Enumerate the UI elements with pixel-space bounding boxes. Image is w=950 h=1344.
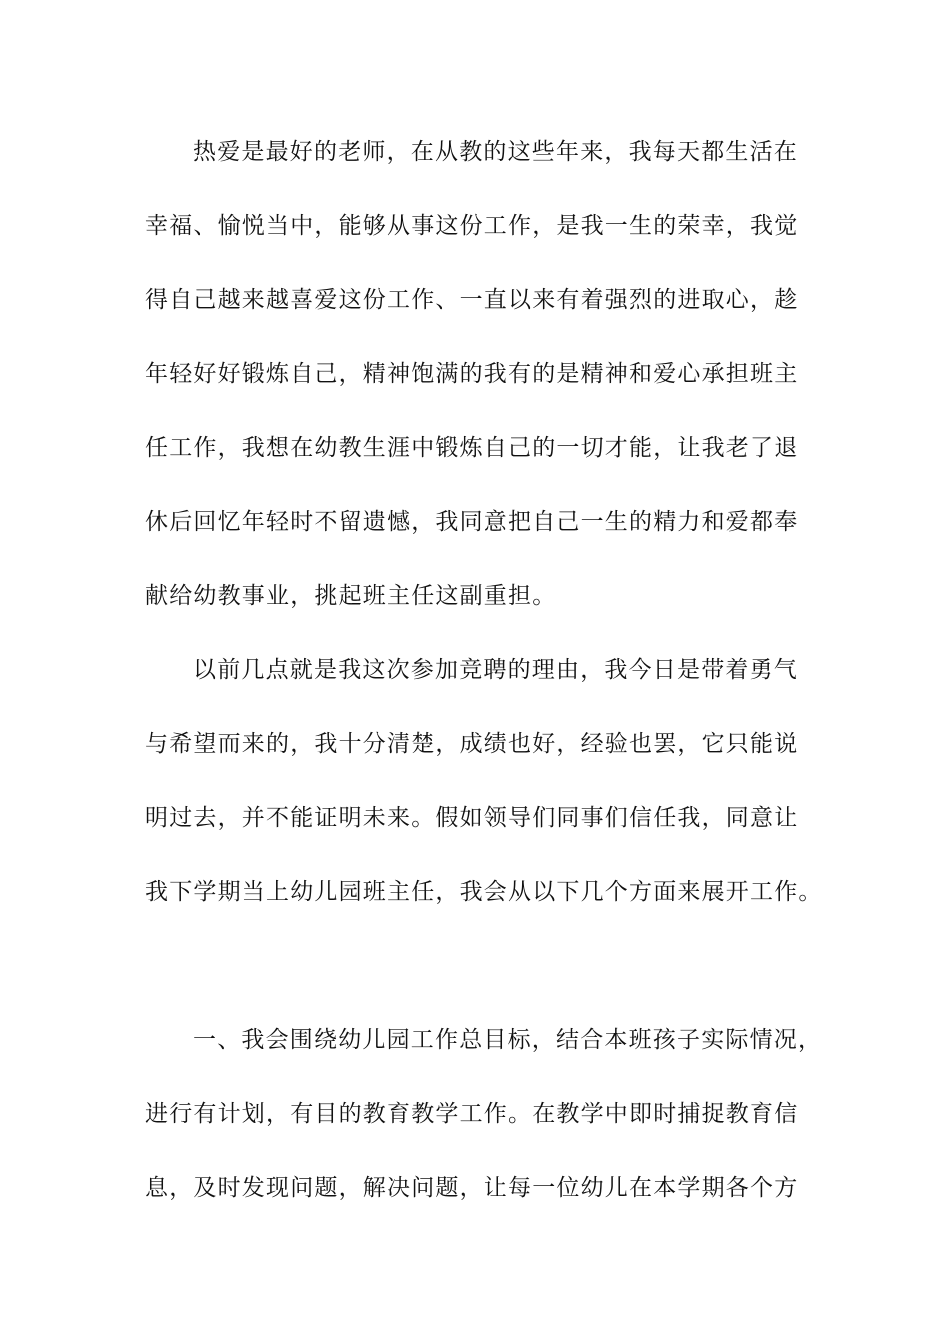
paragraph-3-line-1: 一、我会围绕幼儿园工作总目标，结合本班孩子实际情况， xyxy=(193,1027,823,1053)
paragraph-1-line-3: 得自己越来越喜爱这份工作、一直以来有着强烈的进取心，趁 xyxy=(145,287,799,313)
paragraph-1-line-7: 献给幼教事业，挑起班主任这副重担。 xyxy=(145,583,557,609)
paragraph-1-line-2: 幸福、愉悦当中，能够从事这份工作，是我一生的荣幸，我觉 xyxy=(145,213,799,239)
paragraph-1-line-5: 任工作，我想在幼教生涯中锻炼自己的一切才能，让我老了退 xyxy=(145,435,799,461)
paragraph-1-line-6: 休后回忆年轻时不留遗憾，我同意把自己一生的精力和爱都奉 xyxy=(145,509,799,535)
paragraph-2-line-1: 以前几点就是我这次参加竞聘的理由，我今日是带着勇气 xyxy=(193,657,798,683)
paragraph-3-line-3: 息，及时发现问题，解决问题，让每一位幼儿在本学期各个方 xyxy=(145,1175,799,1201)
paragraph-3-line-2: 进行有计划，有目的教育教学工作。在教学中即时捕捉教育信 xyxy=(145,1101,799,1127)
paragraph-1-line-4: 年轻好好锻炼自己，精神饱满的我有的是精神和爱心承担班主 xyxy=(145,361,799,387)
paragraph-2-line-4: 我下学期当上幼儿园班主任，我会从以下几个方面来展开工作。 xyxy=(145,879,823,905)
paragraph-2-line-3: 明过去，并不能证明未来。假如领导们同事们信任我，同意让 xyxy=(145,805,799,831)
paragraph-2-line-2: 与希望而来的，我十分清楚，成绩也好，经验也罢，它只能说 xyxy=(145,731,799,757)
paragraph-1-line-1: 热爱是最好的老师，在从教的这些年来，我每天都生活在 xyxy=(193,139,798,165)
